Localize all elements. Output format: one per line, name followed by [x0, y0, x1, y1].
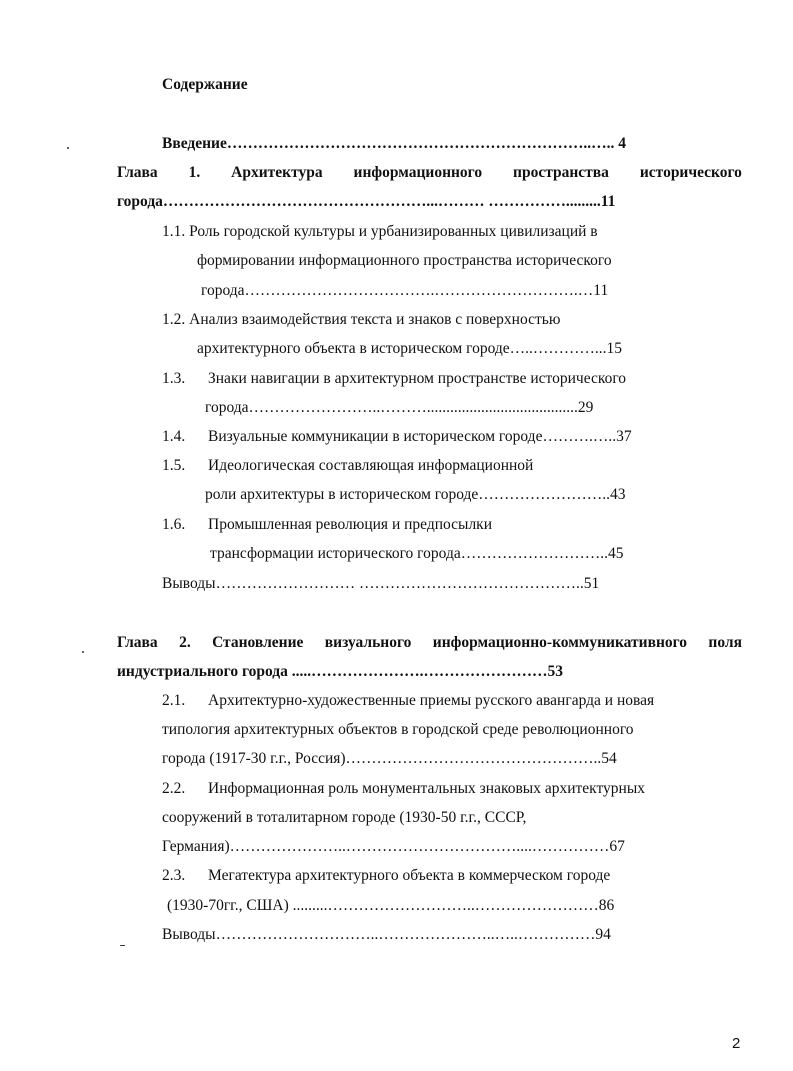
- section-title-line: Анализ взаимодействия текста и знаков с поверхностью: [189, 311, 561, 328]
- section-title-line: Знаки навигации в архитектурном пространстве исторического: [208, 370, 627, 387]
- section-number: 1.3.: [162, 370, 186, 387]
- toc-section-1-5: [162, 456, 533, 476]
- section-title-line: сооружений в тоталитарном городе (1930-50 г.г., СССР,: [162, 809, 527, 826]
- section-title-line: Мегатектура архитектурного объекта в коммерческом городе: [208, 867, 611, 884]
- chapter-1-word: Глава: [117, 164, 158, 181]
- section-title-line: города……………………………….……………………….…11: [201, 282, 609, 299]
- section-title-line: Германия)…………………..……………………………....……………67: [162, 838, 625, 855]
- section-title-line: Архитектурно-художественные приемы русского авангарда и новая: [208, 692, 655, 709]
- toc-section-2-3: [162, 866, 610, 886]
- toc-section-1-6: [162, 515, 492, 535]
- section-title-line: формировании информационного пространства исторического: [197, 252, 612, 269]
- chapter-2-word: 2.: [179, 634, 191, 651]
- scan-speck: [82, 651, 84, 653]
- section-title-line: Информационная роль монументальных знаковых архитектурных: [208, 780, 645, 797]
- section-title-line: (1930-70гг., США) .........………………………..……………………86: [167, 897, 615, 914]
- toc-entry-introduction: Введение……………………………………………………………..….. 4: [162, 135, 626, 152]
- chapter-2-word: визуального: [324, 634, 412, 651]
- section-number: 2.3.: [162, 867, 186, 884]
- chapter-1-word: Архитектура: [231, 164, 323, 181]
- chapter-2-heading: [117, 633, 742, 653]
- section-title-line: типология архитектурных объектов в городской среде революционного: [162, 721, 634, 738]
- toc-section-1-4: [162, 427, 632, 447]
- section-number: 1.2.: [162, 311, 186, 328]
- chapter-1-heading-continuation: города……………………………………………...……… …………….........11: [117, 193, 616, 210]
- page-number: 2: [732, 1035, 741, 1052]
- toc-entry-chapter-1-conclusions: Выводы……………………… ……………………………………..51: [162, 575, 600, 592]
- section-title-line: Роль городской культуры и урбанизированных цивилизаций в: [189, 223, 598, 240]
- toc-section-1-3: [162, 369, 626, 389]
- chapter-1-heading: [117, 163, 742, 183]
- section-number: 2.1.: [162, 692, 186, 709]
- scan-speck: [67, 147, 69, 149]
- toc-section-1-2: [162, 310, 560, 330]
- section-title-line: города……………………..……….......................................29: [205, 399, 594, 416]
- chapter-2-word: Становление: [212, 634, 304, 651]
- section-title-line: трансформации исторического города………………………..45: [210, 545, 624, 562]
- toc-title: Содержание: [162, 76, 248, 93]
- section-title-line: города (1917-30 г.г., Россия)…………………………………………..54: [162, 750, 617, 767]
- chapter-2-word: информационно-коммуникативного: [432, 634, 688, 651]
- section-title-line: Идеологическая составляющая информационной: [208, 457, 534, 474]
- toc-section-2-2: [162, 779, 645, 799]
- toc-section-1-1: [162, 222, 598, 242]
- chapter-1-word: исторического: [639, 164, 742, 181]
- chapter-1-word: пространства: [513, 164, 609, 181]
- section-title-line: роли архитектуры в историческом городе……………………..43: [205, 486, 626, 503]
- chapter-1-word: информационного: [353, 164, 483, 181]
- chapter-2-word: Глава: [117, 634, 158, 651]
- section-number: 1.4.: [162, 428, 186, 445]
- section-title-line: Визуальные коммуникации в историческом городе……….…..37: [208, 428, 632, 445]
- toc-section-2-1: [162, 691, 654, 711]
- section-number: 2.2.: [162, 780, 186, 797]
- section-number: 1.6.: [162, 516, 186, 533]
- section-number: 1.5.: [162, 457, 186, 474]
- chapter-1-word: 1.: [188, 164, 201, 181]
- section-title-line: Промышленная революция и предпосылки: [208, 516, 493, 533]
- chapter-2-heading-continuation: индустриального города .....………………….……………………53: [117, 663, 563, 680]
- section-title-line: архитектурного объекта в историческом городе…..…………...15: [197, 340, 623, 357]
- section-number: 1.1.: [162, 223, 186, 240]
- chapter-2-word: поля: [708, 634, 742, 651]
- toc-entry-chapter-2-conclusions: Выводы…………………………..…………………..…..……………94: [162, 926, 611, 943]
- scan-speck: [120, 945, 125, 946]
